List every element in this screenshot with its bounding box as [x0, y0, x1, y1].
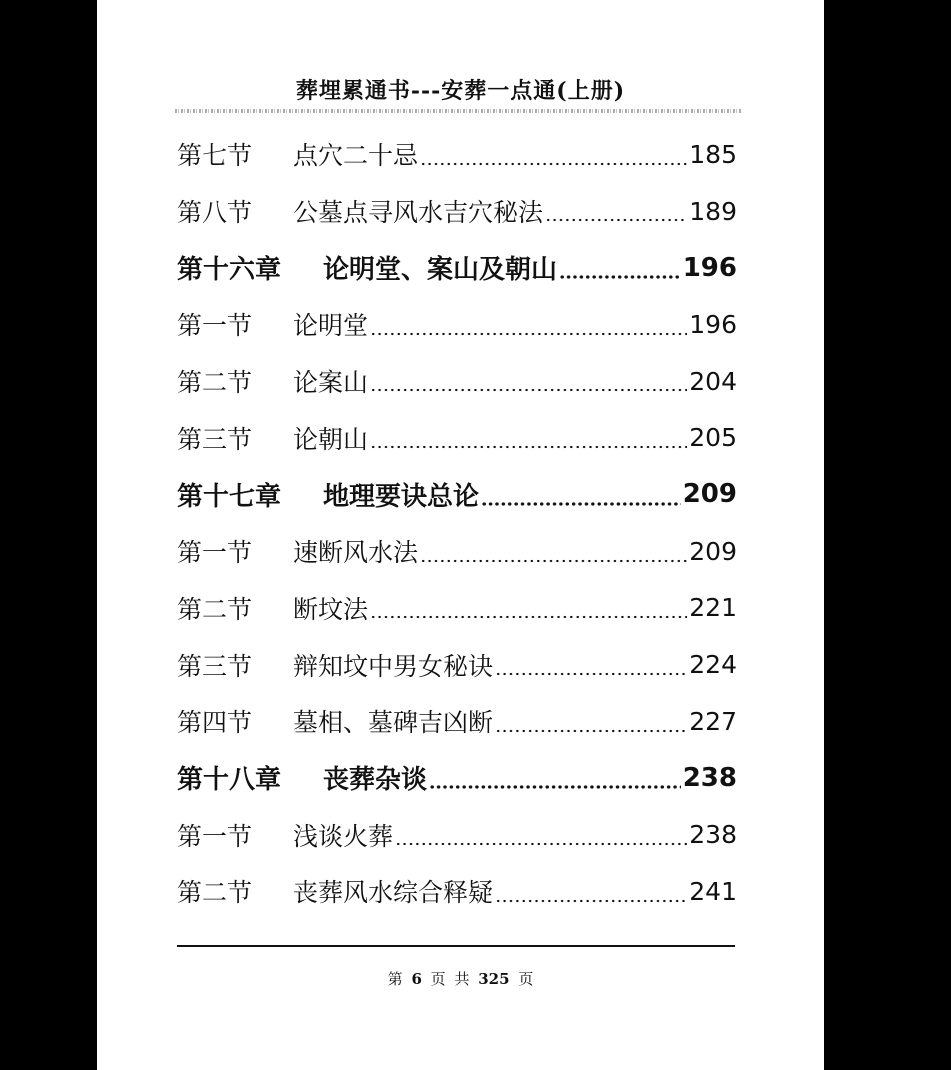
- toc-entry[interactable]: [177, 523, 737, 580]
- toc-entry-number: 第一节: [177, 538, 253, 568]
- toc-chapter-number: 第十六章: [177, 255, 282, 286]
- toc-entry-title: 断坟法: [293, 594, 369, 624]
- toc-entry-title: 辩知坟中男女秘诀: [293, 651, 494, 681]
- toc-leader-dots: [545, 217, 687, 223]
- toc-chapter-title: 丧葬杂谈: [323, 765, 428, 796]
- toc-entry[interactable]: [177, 806, 737, 863]
- toc-leader-dots: [429, 784, 681, 790]
- toc-entry-number: 第三节: [177, 424, 253, 454]
- toc-entry-page: 209: [689, 536, 737, 566]
- toc-entry-page: 189: [689, 196, 737, 226]
- toc-entry-number: 第四节: [177, 708, 253, 738]
- toc-chapter-number: 第十七章: [177, 481, 282, 512]
- header-divider: [175, 109, 741, 113]
- toc-entry-title: 墓相、墓碑吉凶断: [293, 708, 494, 738]
- toc-chapter-page: 196: [682, 252, 737, 283]
- toc-entry-number: 第三节: [177, 651, 253, 681]
- toc-leader-dots: [395, 841, 687, 847]
- toc-entry-page: 241: [689, 876, 737, 906]
- toc-entry-number: 第七节: [177, 141, 253, 171]
- toc-entry-page: 185: [689, 139, 737, 169]
- toc-entry-number: 第一节: [177, 821, 253, 851]
- toc-entry-title: 论朝山: [293, 424, 369, 454]
- toc-entry-page: 204: [689, 366, 737, 396]
- toc-entry[interactable]: [177, 863, 737, 920]
- toc-entry-page: 238: [689, 820, 737, 850]
- toc-chapter-title: 论明堂、案山及朝山: [323, 255, 558, 286]
- toc-leader-dots: [495, 898, 687, 904]
- footer-current-page: 6: [411, 970, 422, 988]
- toc-chapter-page: 238: [682, 762, 737, 793]
- toc-entry-title: 点穴二十忌: [293, 141, 419, 171]
- toc-chapter-entry[interactable]: [177, 750, 737, 807]
- toc-leader-dots: [481, 501, 681, 507]
- page-header-title: 葬埋累通书---安葬一点通(上册): [295, 78, 626, 104]
- toc-leader-dots: [420, 558, 687, 564]
- page-footer: [97, 968, 824, 989]
- toc-entry-title: 速断风水法: [293, 538, 419, 568]
- toc-chapter-number: 第十八章: [177, 765, 282, 796]
- toc-chapter-entry[interactable]: [177, 239, 737, 296]
- toc-chapter-entry[interactable]: [177, 466, 737, 523]
- toc-leader-dots: [370, 444, 687, 450]
- toc-entry-title: 公墓点寻风水吉穴秘法: [293, 198, 544, 228]
- table-of-contents: [177, 126, 737, 920]
- toc-entry-page: 196: [689, 309, 737, 339]
- toc-entry-title: 论明堂: [293, 311, 369, 341]
- toc-entry-title: 丧葬风水综合释疑: [293, 878, 494, 908]
- toc-entry-number: 第二节: [177, 368, 253, 398]
- toc-leader-dots: [420, 161, 687, 167]
- toc-chapter-page: 209: [682, 479, 737, 510]
- toc-entry[interactable]: [177, 693, 737, 750]
- toc-entry[interactable]: [177, 126, 737, 183]
- toc-leader-dots: [370, 387, 687, 393]
- toc-entry[interactable]: [177, 296, 737, 353]
- toc-entry-number: 第二节: [177, 878, 253, 908]
- toc-leader-dots: [495, 728, 687, 734]
- footer-prefix: 第: [387, 970, 403, 988]
- toc-leader-dots: [370, 614, 687, 620]
- toc-leader-dots: [559, 274, 681, 280]
- toc-leader-dots: [495, 671, 687, 677]
- footer-suffix: 页: [518, 970, 534, 988]
- toc-entry[interactable]: [177, 353, 737, 410]
- toc-entry[interactable]: [177, 183, 737, 240]
- toc-entry-title: 浅谈火葬: [293, 821, 394, 851]
- toc-entry-number: 第一节: [177, 311, 253, 341]
- toc-entry-title: 论案山: [293, 368, 369, 398]
- footer-middle: 页 共: [430, 970, 470, 988]
- toc-entry-page: 224: [689, 650, 737, 680]
- toc-entry[interactable]: [177, 409, 737, 466]
- footer-divider: [177, 945, 735, 947]
- toc-entry-number: 第八节: [177, 198, 253, 228]
- toc-leader-dots: [370, 331, 687, 337]
- toc-entry-page: 221: [689, 593, 737, 623]
- toc-entry-page: 205: [689, 423, 737, 453]
- toc-chapter-title: 地理要诀总论: [323, 481, 480, 512]
- footer-total-pages: 325: [478, 970, 510, 988]
- document-page: [97, 0, 824, 1070]
- toc-entry[interactable]: [177, 636, 737, 693]
- toc-entry[interactable]: [177, 580, 737, 637]
- toc-entry-page: 227: [689, 706, 737, 736]
- toc-entry-number: 第二节: [177, 594, 253, 624]
